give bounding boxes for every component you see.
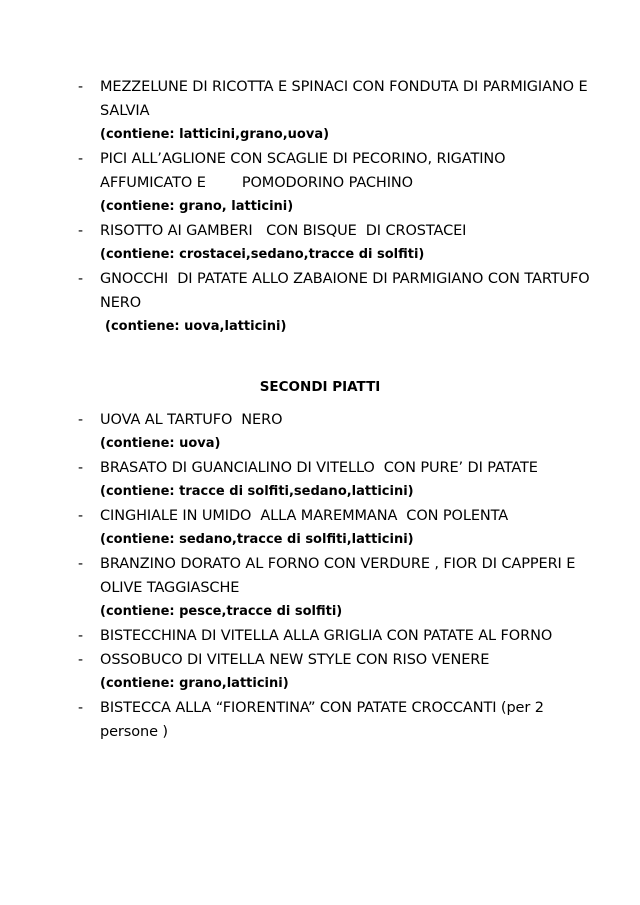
list-item [78, 552, 598, 624]
bullet-dash: - [78, 460, 84, 476]
bullet-dash: - [78, 151, 84, 167]
dish-name: RISOTTO AI GAMBERI CON BISQUE DI CROSTACEI [100, 223, 467, 239]
allergen-note: (contiene: grano,latticini) [100, 676, 289, 691]
second-courses-list [78, 408, 598, 744]
list-item [78, 456, 598, 504]
bullet-dash: - [78, 223, 84, 239]
section-heading-secondi: SECONDI PIATTI [259, 379, 381, 395]
bullet-dash: - [78, 652, 84, 668]
dish-name: BISTECCA ALLA “FIORENTINA” CON PATATE CROCCANTI (per 2 persone ) [100, 700, 549, 740]
bullet-dash: - [78, 79, 84, 95]
list-item [78, 75, 598, 147]
dish-name: CINGHIALE IN UMIDO ALLA MAREMMANA CON POLENTA [100, 508, 509, 524]
dish-name: BRANZINO DORATO AL FORNO CON VERDURE , FIOR DI CAPPERI E OLIVE TAGGIASCHE [100, 556, 580, 596]
list-item [78, 408, 598, 456]
list-item [78, 147, 598, 219]
dish-name: BRASATO DI GUANCIALINO DI VITELLO CON PURE’ DI PATATE [100, 460, 538, 476]
dish-name: UOVA AL TARTUFO NERO [100, 412, 283, 428]
dish-name: PICI ALL’AGLIONE CON SCAGLIE DI PECORINO, RIGATINO AFFUMICATO E POMODORINO PACHINO [100, 151, 510, 191]
list-item [78, 267, 598, 339]
bullet-dash: - [78, 508, 84, 524]
list-item [78, 219, 598, 267]
dish-name: OSSOBUCO DI VITELLA NEW STYLE CON RISO VENERE [100, 652, 490, 668]
list-item [78, 696, 598, 744]
bullet-dash: - [78, 556, 84, 572]
dish-name: BISTECCHINA DI VITELLA ALLA GRIGLIA CON PATATE AL FORNO [100, 628, 553, 644]
allergen-note: (contiene: uova,latticini) [105, 319, 287, 334]
allergen-note: (contiene: tracce di solfiti,sedano,latticini) [100, 484, 414, 499]
allergen-note: (contiene: latticini,grano,uova) [100, 127, 330, 142]
bullet-dash: - [78, 700, 84, 716]
dish-name: GNOCCHI DI PATATE ALLO ZABAIONE DI PARMIGIANO CON TARTUFO NERO [100, 271, 595, 311]
bullet-dash: - [78, 628, 84, 644]
allergen-note: (contiene: sedano,tracce di solfiti,latticini) [100, 532, 414, 547]
first-courses-list [78, 75, 598, 339]
bullet-dash: - [78, 271, 84, 287]
allergen-note: (contiene: crostacei,sedano,tracce di solfiti) [100, 247, 425, 262]
list-item [78, 624, 598, 648]
dish-name: MEZZELUNE DI RICOTTA E SPINACI CON FONDUTA DI PARMIGIANO E SALVIA [100, 79, 593, 119]
allergen-note: (contiene: pesce,tracce di solfiti) [100, 604, 343, 619]
bullet-dash: - [78, 412, 84, 428]
list-item [78, 504, 598, 552]
allergen-note: (contiene: grano, latticini) [100, 199, 294, 214]
allergen-note: (contiene: uova) [100, 436, 221, 451]
list-item [78, 648, 598, 696]
